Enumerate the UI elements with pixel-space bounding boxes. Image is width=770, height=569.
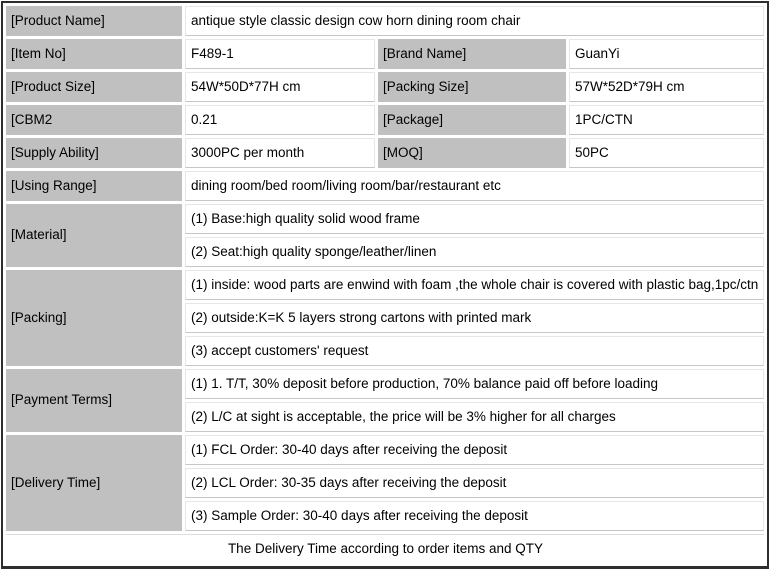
spec-table [1,1,769,569]
row-cbm-package [6,105,764,135]
value-package: 1PC/CTN [569,105,764,135]
value-supply-ability: 3000PC per month [185,138,375,168]
value-packing-3: (3) accept customers' request [185,336,764,366]
value-delivery-2: (2) LCL Order: 30-35 days after receiving the deposit [185,468,764,498]
label-product-size: [Product Size] [6,72,182,102]
label-moq: [MOQ] [378,138,566,168]
row-payment-1 [6,369,764,399]
label-packing: [Packing] [6,270,182,366]
value-payment-2: (2) L/C at sight is acceptable, the price will be 3% higher for all charges [185,402,764,432]
row-supply-moq [6,138,764,168]
label-product-name: [Product Name] [6,6,182,36]
value-using-range: dining room/bed room/living room/bar/restaurant etc [185,171,764,201]
row-footer [6,534,764,563]
label-package: [Package] [378,105,566,135]
row-sizes [6,72,764,102]
label-item-no: [Item No] [6,39,182,69]
value-packing-size: 57W*52D*79H cm [569,72,764,102]
row-packing-1 [6,270,764,300]
value-delivery-3: (3) Sample Order: 30-40 days after receiving the deposit [185,501,764,531]
value-brand-name: GuanYi [569,39,764,69]
row-material-1 [6,204,764,234]
label-material: [Material] [6,204,182,267]
value-moq: 50PC [569,138,764,168]
row-item-brand [6,39,764,69]
value-material-1: (1) Base:high quality solid wood frame [185,204,764,234]
footer-note: The Delivery Time according to order items and QTY [6,534,764,563]
label-supply-ability: [Supply Ability] [6,138,182,168]
label-delivery-time: [Delivery Time] [6,435,182,531]
label-brand-name: [Brand Name] [378,39,566,69]
value-product-size: 54W*50D*77H cm [185,72,375,102]
value-packing-1: (1) inside: wood parts are enwind with foam ,the whole chair is covered with plastic bag,1pc/ctn [185,270,764,300]
value-delivery-1: (1) FCL Order: 30-40 days after receiving the deposit [185,435,764,465]
row-delivery-1 [6,435,764,465]
label-cbm: [CBM2 [6,105,182,135]
label-payment-terms: [Payment Terms] [6,369,182,432]
label-using-range: [Using Range] [6,171,182,201]
row-product-name [6,6,764,36]
value-payment-1: (1) 1. T/T, 30% deposit before production, 70% balance paid off before loading [185,369,764,399]
value-product-name: antique style classic design cow horn dining room chair [185,6,764,36]
row-using-range [6,171,764,201]
value-item-no: F489-1 [185,39,375,69]
value-material-2: (2) Seat:high quality sponge/leather/linen [185,237,764,267]
value-cbm: 0.21 [185,105,375,135]
value-packing-2: (2) outside:K=K 5 layers strong cartons with printed mark [185,303,764,333]
label-packing-size: [Packing Size] [378,72,566,102]
